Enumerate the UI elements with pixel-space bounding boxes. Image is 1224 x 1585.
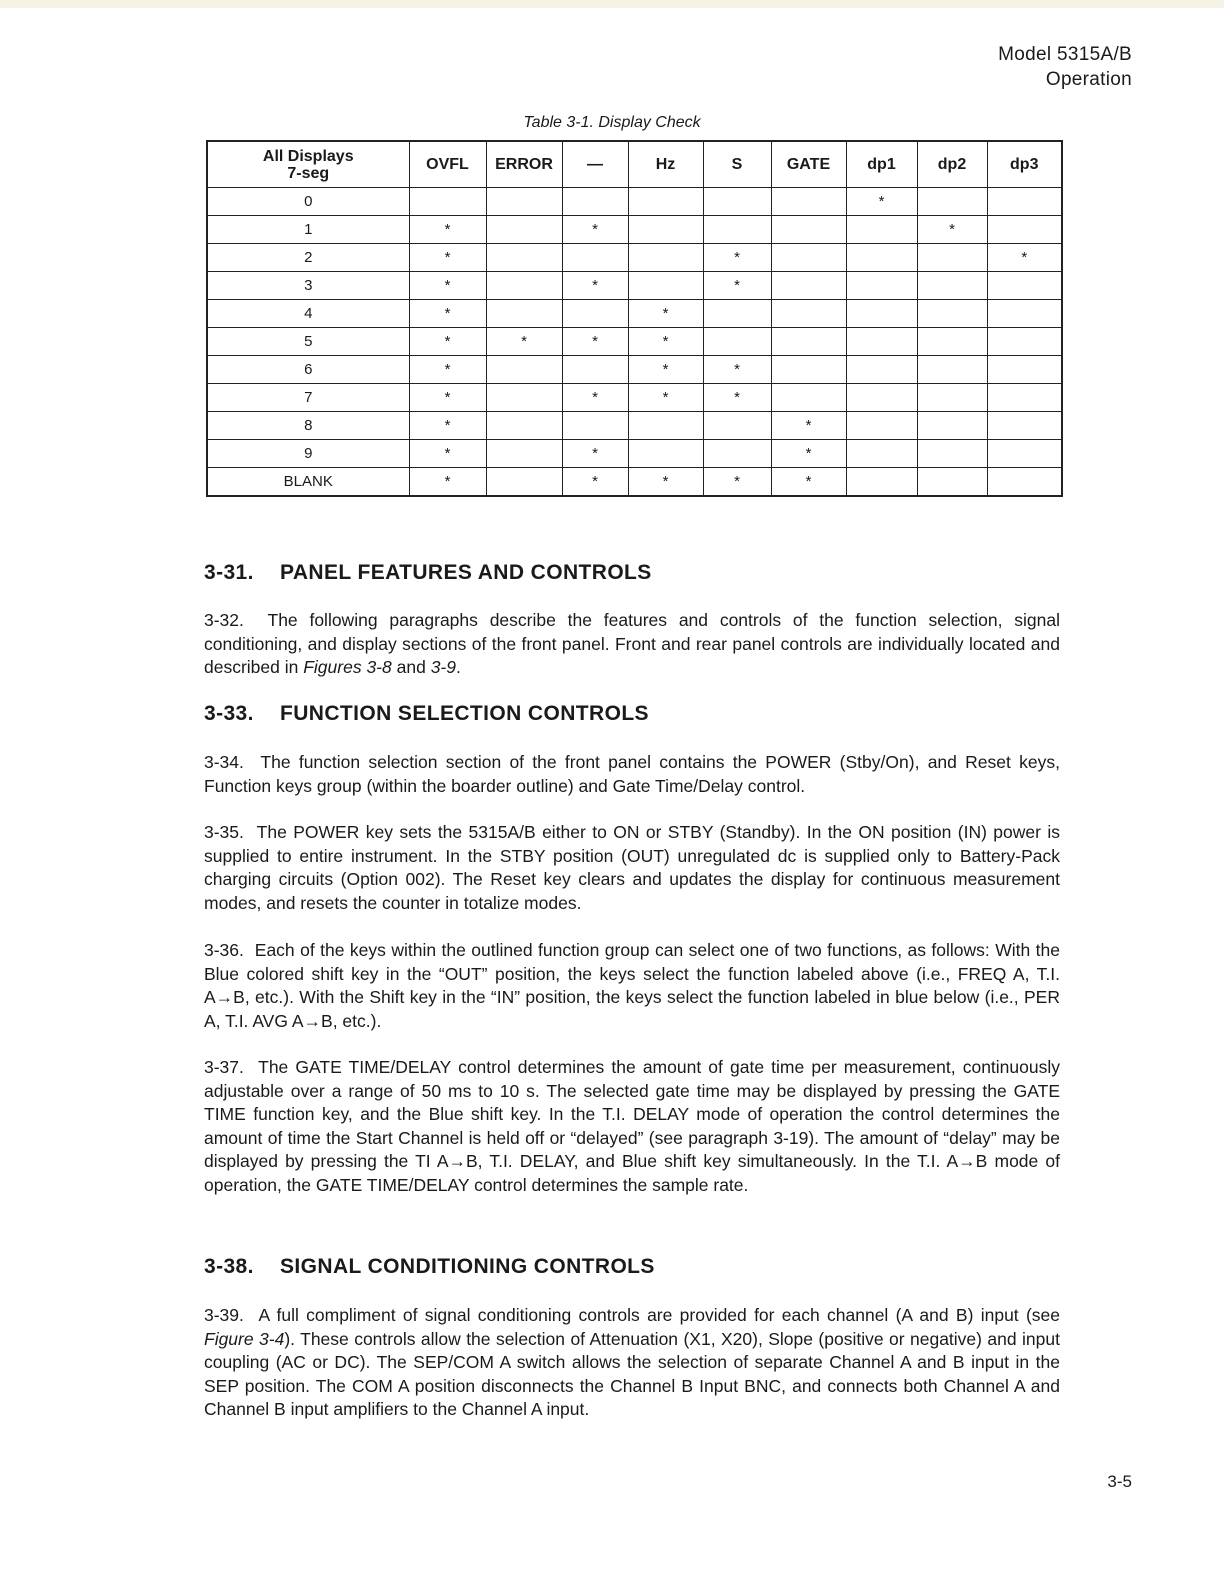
check-mark-cell: * xyxy=(987,244,1062,272)
table-header-row xyxy=(207,141,1062,188)
empty-cell xyxy=(562,300,628,328)
check-mark-cell: * xyxy=(486,328,562,356)
section-heading-function-selection xyxy=(204,702,649,726)
column-header: ERROR xyxy=(486,141,562,188)
empty-cell xyxy=(486,188,562,216)
paragraph-text: . xyxy=(455,657,461,677)
empty-cell xyxy=(917,356,987,384)
row-label: 3 xyxy=(207,272,409,300)
paragraph-3-35 xyxy=(204,821,1060,915)
check-mark-cell: * xyxy=(703,272,771,300)
row-label: 4 xyxy=(207,300,409,328)
empty-cell xyxy=(987,188,1062,216)
paragraph-text: A full compliment of signal conditioning controls are provided for each channel (A and B) input (see xyxy=(258,1305,1060,1325)
paragraph-text: The GATE TIME/DELAY control determines the amount of gate time per measurement, continuously adjustable over a range of 50 ms to 10 s. The selected gate time may be displayed by pressing the GATE TIME function key, and the Blue shift key. In the T.I. DELAY mode of operation the control determines the amount of time the Start Channel is held off or “delayed” (see paragraph 3-19). The amount of “delay” may be displayed by pressing the TI A→B, T.I. DELAY, and Blue shift key simultaneously. In the T.I. A→B mode of operation, the GATE TIME/DELAY control determines the sample rate. xyxy=(204,1057,1061,1195)
check-mark-cell: * xyxy=(771,468,846,497)
section-heading-panel-features xyxy=(204,561,652,585)
empty-cell xyxy=(987,328,1062,356)
section-title: SIGNAL CONDITIONING CONTROLS xyxy=(280,1255,655,1278)
section-title: PANEL FEATURES AND CONTROLS xyxy=(280,561,652,584)
table-row xyxy=(207,188,1062,216)
empty-cell xyxy=(917,188,987,216)
empty-cell xyxy=(771,384,846,412)
empty-cell xyxy=(917,440,987,468)
empty-cell xyxy=(917,272,987,300)
check-mark-cell: * xyxy=(409,412,486,440)
check-mark-cell: * xyxy=(628,384,703,412)
empty-cell xyxy=(987,272,1062,300)
empty-cell xyxy=(987,468,1062,497)
header-line2: 7-seg xyxy=(287,164,330,182)
empty-cell xyxy=(846,216,917,244)
paragraph-number: 3-35. xyxy=(204,822,244,842)
empty-cell xyxy=(917,244,987,272)
empty-cell xyxy=(917,384,987,412)
table-row xyxy=(207,440,1062,468)
column-header: GATE xyxy=(771,141,846,188)
check-mark-cell: * xyxy=(703,244,771,272)
table-row xyxy=(207,244,1062,272)
check-mark-cell: * xyxy=(409,216,486,244)
table-row xyxy=(207,328,1062,356)
paragraph-3-32 xyxy=(204,609,1060,680)
empty-cell xyxy=(771,356,846,384)
paragraph-3-37 xyxy=(204,1056,1060,1197)
paragraph-3-34 xyxy=(204,751,1060,798)
section-number: 3-33. xyxy=(204,702,254,725)
empty-cell xyxy=(846,468,917,497)
empty-cell xyxy=(771,216,846,244)
check-mark-cell: * xyxy=(409,468,486,497)
empty-cell xyxy=(703,328,771,356)
check-mark-cell: * xyxy=(562,384,628,412)
display-check-table xyxy=(206,140,1063,497)
empty-cell xyxy=(628,216,703,244)
empty-cell xyxy=(917,412,987,440)
empty-cell xyxy=(917,468,987,497)
table-body xyxy=(207,188,1062,497)
empty-cell xyxy=(771,272,846,300)
check-mark-cell: * xyxy=(409,244,486,272)
section-number: 3-38. xyxy=(204,1255,254,1278)
check-mark-cell: * xyxy=(703,384,771,412)
header-line1: All Displays xyxy=(262,147,354,165)
empty-cell xyxy=(846,384,917,412)
check-mark-cell: * xyxy=(703,356,771,384)
empty-cell xyxy=(562,188,628,216)
check-mark-cell: * xyxy=(409,300,486,328)
row-label: BLANK xyxy=(207,468,409,497)
check-mark-cell: * xyxy=(628,468,703,497)
paragraph-3-36 xyxy=(204,939,1060,1033)
column-header: — xyxy=(562,141,628,188)
empty-cell xyxy=(486,468,562,497)
header-model: Model 5315A/B xyxy=(998,44,1132,65)
paragraph-text: The function selection section of the front panel contains the POWER (Stby/On), and Reset keys, Function keys group (within the boarder outline) and Gate Time/Delay control. xyxy=(204,752,1060,796)
figure-reference: 3-9 xyxy=(430,657,456,677)
empty-cell xyxy=(987,384,1062,412)
empty-cell xyxy=(486,384,562,412)
check-mark-cell: * xyxy=(628,300,703,328)
column-header: dp3 xyxy=(987,141,1062,188)
empty-cell xyxy=(562,356,628,384)
figure-reference: Figures 3-8 xyxy=(303,657,392,677)
empty-cell xyxy=(703,300,771,328)
empty-cell xyxy=(771,300,846,328)
check-mark-cell: * xyxy=(409,356,486,384)
row-label: 0 xyxy=(207,188,409,216)
empty-cell xyxy=(846,356,917,384)
paragraph-number: 3-37. xyxy=(204,1057,244,1077)
paragraph-text: The following paragraphs describe the features and controls of the function selection, signal conditioning, and display sections of the front panel. Front and rear panel controls are individually located and described in xyxy=(204,610,1060,677)
empty-cell xyxy=(486,244,562,272)
empty-cell xyxy=(562,412,628,440)
table-row xyxy=(207,216,1062,244)
empty-cell xyxy=(628,244,703,272)
check-mark-cell: * xyxy=(409,440,486,468)
table-row xyxy=(207,300,1062,328)
empty-cell xyxy=(409,188,486,216)
row-label: 6 xyxy=(207,356,409,384)
empty-cell xyxy=(771,188,846,216)
section-title: FUNCTION SELECTION CONTROLS xyxy=(280,702,649,725)
empty-cell xyxy=(771,244,846,272)
page-header xyxy=(998,42,1132,92)
empty-cell xyxy=(917,300,987,328)
check-mark-cell: * xyxy=(628,356,703,384)
check-mark-cell: * xyxy=(562,328,628,356)
check-mark-cell: * xyxy=(409,272,486,300)
paragraph-text: and xyxy=(391,657,431,677)
paragraph-number: 3-34. xyxy=(204,752,244,772)
paragraph-text: Each of the keys within the outlined function group can select one of two functions, as follows: With the Blue colored shift key in the “OUT” position, the keys select the function labeled above (i.e., FREQ A, T.I. A→B, etc.). With the Shift key in the “IN” position, the keys select the function labeled in blue below (i.e., PER A, T.I. AVG A→B, etc.). xyxy=(204,940,1060,1031)
figure-reference: Figure 3-4 xyxy=(204,1328,285,1349)
check-mark-cell: * xyxy=(917,216,987,244)
empty-cell xyxy=(628,440,703,468)
paragraph-text: The POWER key sets the 5315A/B either to ON or STBY (Standby). In the ON position (IN) power is supplied to entire instrument. In the STBY position (OUT) unregulated dc is supplied only to Battery-Pack charging circuits (Option 002). The Reset key clears and updates the display for continuous measurement modes, and resets the counter in totalize modes. xyxy=(204,822,1060,913)
check-mark-cell: * xyxy=(846,188,917,216)
empty-cell xyxy=(987,216,1062,244)
check-mark-cell: * xyxy=(628,328,703,356)
empty-cell xyxy=(703,412,771,440)
empty-cell xyxy=(846,412,917,440)
table-row xyxy=(207,468,1062,497)
empty-cell xyxy=(562,244,628,272)
check-mark-cell: * xyxy=(562,440,628,468)
header-section: Operation xyxy=(1045,69,1132,90)
column-header: Hz xyxy=(628,141,703,188)
empty-cell xyxy=(987,300,1062,328)
table-caption: Table 3-1. Display Check xyxy=(523,114,701,131)
empty-cell xyxy=(486,216,562,244)
empty-cell xyxy=(846,328,917,356)
column-header: S xyxy=(703,141,771,188)
empty-cell xyxy=(486,272,562,300)
column-header: dp2 xyxy=(917,141,987,188)
paragraph-number: 3-36. xyxy=(204,940,244,960)
empty-cell xyxy=(628,412,703,440)
empty-cell xyxy=(846,440,917,468)
empty-cell xyxy=(703,440,771,468)
row-label: 2 xyxy=(207,244,409,272)
row-label: 7 xyxy=(207,384,409,412)
empty-cell xyxy=(846,272,917,300)
empty-cell xyxy=(846,300,917,328)
empty-cell xyxy=(628,188,703,216)
empty-cell xyxy=(771,328,846,356)
check-mark-cell: * xyxy=(562,468,628,497)
check-mark-cell: * xyxy=(771,412,846,440)
empty-cell xyxy=(703,216,771,244)
row-label: 8 xyxy=(207,412,409,440)
table-row xyxy=(207,356,1062,384)
empty-cell xyxy=(486,440,562,468)
empty-cell xyxy=(486,412,562,440)
empty-cell xyxy=(628,272,703,300)
check-mark-cell: * xyxy=(409,384,486,412)
empty-cell xyxy=(486,300,562,328)
page-number: 3-5 xyxy=(1107,1472,1132,1491)
empty-cell xyxy=(846,244,917,272)
row-label: 1 xyxy=(207,216,409,244)
row-label: 9 xyxy=(207,440,409,468)
header-all-displays xyxy=(207,141,409,188)
empty-cell xyxy=(987,356,1062,384)
empty-cell xyxy=(486,356,562,384)
section-number: 3-31. xyxy=(204,561,254,584)
table-row xyxy=(207,412,1062,440)
empty-cell xyxy=(987,440,1062,468)
paragraph-text: ). These controls allow the selection of Attenuation (X1, X20), Slope (positive or negative) and input coupling (AC or DC). The SEP/COM A switch allows the selection of separate Channel A and B input in the SEP position. The COM A position disconnects the Channel B Input BNC, and connects both Channel A and Channel B input amplifiers to the Channel A input. xyxy=(204,1328,1060,1419)
check-mark-cell: * xyxy=(562,216,628,244)
table-row xyxy=(207,384,1062,412)
check-mark-cell: * xyxy=(562,272,628,300)
row-label: 5 xyxy=(207,328,409,356)
paragraph-3-39 xyxy=(204,1304,1060,1422)
table-row xyxy=(207,272,1062,300)
empty-cell xyxy=(917,328,987,356)
check-mark-cell: * xyxy=(771,440,846,468)
paragraph-number: 3-39. xyxy=(204,1305,244,1325)
column-header: dp1 xyxy=(846,141,917,188)
empty-cell xyxy=(987,412,1062,440)
check-mark-cell: * xyxy=(409,328,486,356)
column-header: OVFL xyxy=(409,141,486,188)
section-heading-signal-conditioning xyxy=(204,1255,655,1279)
paragraph-number: 3-32. xyxy=(204,610,244,630)
page-top-band xyxy=(0,0,1224,8)
empty-cell xyxy=(703,188,771,216)
check-mark-cell: * xyxy=(703,468,771,497)
